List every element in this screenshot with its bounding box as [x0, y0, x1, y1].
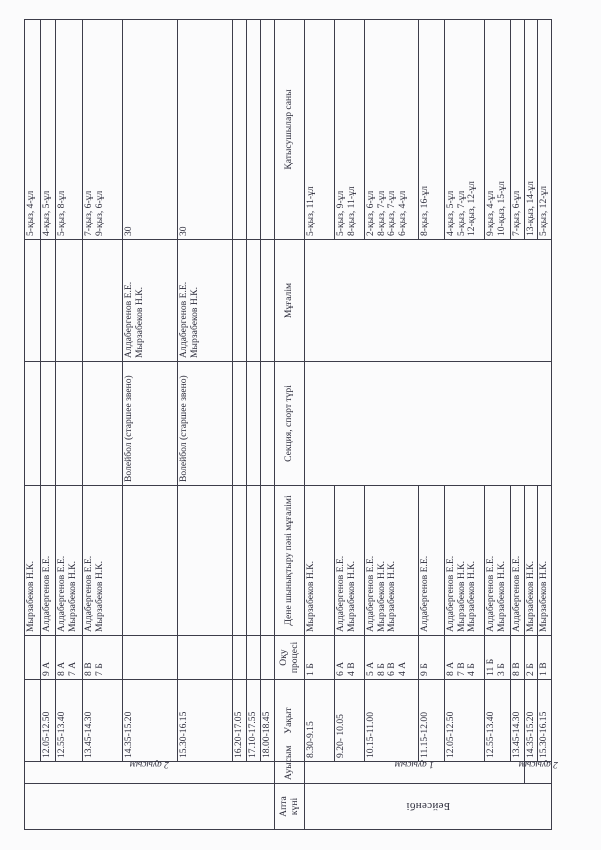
count-cell: [335, 20, 365, 240]
teacher-label: Мырзабеков Н.К.: [93, 561, 105, 632]
section-cell: [56, 362, 83, 486]
class-label: 6 В: [386, 662, 398, 676]
teacher-cell: [233, 486, 247, 636]
count-cell: [41, 20, 56, 240]
count-label: 5-қыз, 7-ұл: [455, 190, 467, 236]
top-section: [25, 20, 275, 830]
count-label: 7-қыз, 6-ұл: [511, 190, 522, 236]
count-label: 8-қыз, 7-ұл: [375, 190, 387, 236]
top-table-row: [83, 20, 123, 830]
teacher-cell: [83, 486, 123, 636]
day-column-header: [275, 784, 305, 830]
coach-cell: [305, 240, 552, 362]
top-day-cell: [25, 784, 275, 830]
class-label: 6 А: [335, 661, 346, 676]
class-cell: [247, 636, 261, 680]
class-cell: [123, 636, 178, 680]
top-table-row: [178, 20, 233, 830]
count-label: 9-қыз, 4-ұл: [485, 190, 496, 236]
teacher-cell: [123, 486, 178, 636]
coach-cell: [247, 240, 261, 362]
class-label: 4 Б: [466, 663, 478, 676]
section-cell: [25, 362, 41, 486]
section-cell: [247, 362, 261, 486]
class-label: 2 Б: [524, 663, 536, 676]
class-label: 5 А: [365, 661, 376, 676]
shift-2-label: 2 ауысым: [518, 758, 558, 769]
teacher-label: Мырзабеков Н.К.: [466, 561, 478, 632]
class-cell: [419, 636, 445, 680]
time-cell: [25, 680, 41, 762]
count-label: 8-қыз, 16-ұл: [419, 185, 430, 236]
class-label: 7 В: [455, 662, 467, 676]
top-table-row: [25, 20, 41, 830]
count-label: 6-қыз, 4-ұл: [397, 190, 409, 236]
count-cell: [25, 20, 41, 240]
class-cell: [511, 636, 525, 680]
day-cell: [305, 784, 552, 830]
time-cell: 14.35-15.20: [123, 680, 178, 762]
count-label: 4-қыз, 5-ұл: [41, 190, 52, 236]
section-cell: [233, 362, 247, 486]
count-label: 30: [123, 226, 134, 236]
teacher-label: Мырзабеков Н.К.: [345, 561, 357, 632]
shift-column-header: Ауысым: [275, 762, 305, 784]
count-label: 5-қыз, 4-ұл: [25, 190, 36, 236]
coach-cell: [233, 240, 247, 362]
teacher-cell: [25, 486, 41, 636]
header-row: [275, 20, 305, 830]
count-label: 2-қыз, 6-ұл: [365, 190, 376, 236]
time-cell: 12.05-12.50: [41, 680, 56, 762]
class-label: 7 Б: [93, 663, 105, 676]
section-column-header: Секция, спорт түрі: [275, 362, 305, 486]
section-cell: Волейбол (старшее звено): [123, 362, 178, 486]
section-cell: [261, 362, 275, 486]
class-cell: [56, 636, 83, 680]
top-table-row: [123, 20, 178, 830]
teacher-label: Мырзабеков Н.К.: [524, 561, 536, 632]
count-label: 4-қыз, 5-ұл: [445, 190, 456, 236]
class-label: 9 А: [41, 661, 52, 676]
coach-cell: [25, 240, 41, 362]
teacher-cell: [445, 486, 485, 636]
count-cell: [485, 20, 511, 240]
class-cell: [261, 636, 275, 680]
count-cell: [419, 20, 445, 240]
top-table-row: [56, 20, 83, 830]
teacher-cell: [524, 486, 538, 636]
class-cell: [233, 636, 247, 680]
teacher-label: Алдабергенов Е.Е.: [445, 555, 456, 632]
time-cell: 14.35-15.20: [524, 680, 538, 762]
teacher-label: Мырзабеков Н.К.: [25, 561, 36, 632]
time-column-header: Уақыт: [275, 680, 305, 762]
count-label: 12-қыз, 12-ұл: [466, 181, 478, 236]
class-cell: [305, 636, 335, 680]
teacher-cell: [305, 486, 335, 636]
count-label: 5-қыз, 9-ұл: [335, 190, 346, 236]
bottom-table-row: [305, 20, 335, 830]
shift-2-label: 2 ауысым: [129, 758, 169, 769]
day-label: Бейсенбі: [405, 800, 450, 813]
class-cell: [335, 636, 365, 680]
teacher-label: Алдабергенов Е.Е.: [485, 555, 496, 632]
count-cell: [247, 20, 261, 240]
day-header-label: Апта күні: [277, 796, 300, 817]
top-table-row: [233, 20, 247, 830]
time-cell: 11.15-12.00: [419, 680, 445, 762]
teacher-label: Мырзабеков Н.К.: [538, 561, 550, 632]
time-cell: 8.30-9.15: [305, 680, 335, 762]
time-cell: 12.55-13.40: [485, 680, 511, 762]
teacher-cell: [365, 486, 419, 636]
teacher-cell: [485, 486, 511, 636]
teacher-label: Алдабергенов Е.Е.: [41, 555, 52, 632]
teacher-cell: [41, 486, 56, 636]
class-cell: [365, 636, 419, 680]
section-cell: Волейбол (старшее звено): [178, 362, 233, 486]
class-cell: [485, 636, 511, 680]
class-label: 8 А: [56, 661, 67, 676]
bottom-section: [305, 20, 558, 830]
teacher-cell: [335, 486, 365, 636]
time-cell: 13.45-14.30: [83, 680, 123, 762]
count-label: 13-қыз, 14-ұл: [524, 181, 536, 236]
class-label: 3 Б: [495, 663, 507, 676]
class-label: 8 В: [83, 662, 94, 676]
count-label: 8-қыз, 11-ұл: [345, 186, 357, 236]
coach-column-header: Мұғалім: [275, 240, 305, 362]
count-label: 9-қыз, 6-ұл: [93, 190, 105, 236]
count-label: 10-қыз, 15-ұл: [495, 181, 507, 236]
shift-cell: [518, 758, 558, 784]
teacher-cell: [56, 486, 83, 636]
class-label: 7 А: [66, 661, 78, 676]
teacher-cell: [511, 486, 525, 636]
time-cell: 10.15-11.00: [365, 680, 419, 762]
pe-schedule-table: [24, 19, 558, 830]
teacher-label: Алдабергенов Е.Е.: [83, 555, 94, 632]
teacher-label: Мырзабеков Н.К.: [495, 561, 507, 632]
count-label: 6-қыз, 7-ұл: [386, 190, 398, 236]
count-label: 5-қыз, 11-ұл: [305, 186, 316, 236]
shift-cell: [305, 758, 525, 784]
class-label: 1 Б: [305, 663, 316, 676]
coach-cell: [56, 240, 83, 362]
time-cell: 17.10-17.55: [247, 680, 261, 762]
teacher-cell: [261, 486, 275, 636]
count-label: 7-қыз, 6-ұл: [83, 190, 94, 236]
time-cell: 9.20- 10.05: [335, 680, 365, 762]
teacher-cell: [178, 486, 233, 636]
teacher-label: Алдабергенов Е.Е.: [335, 555, 346, 632]
count-label: 30: [178, 226, 189, 236]
time-cell: 13.45-14.30: [511, 680, 525, 762]
count-cell: [56, 20, 83, 240]
shift-1-label: 1 ауысым: [394, 758, 434, 769]
coach-cell: [261, 240, 275, 362]
count-cell: [538, 20, 552, 240]
teacher-label: Мырзабеков Н.К.: [66, 561, 78, 632]
teacher-cell: [538, 486, 552, 636]
class-label: 9 Б: [419, 663, 430, 676]
count-label: 5-қыз, 8-ұл: [56, 190, 67, 236]
section-cell: [41, 362, 56, 486]
teacher-cell: [419, 486, 445, 636]
coach-cell: Алдабергенов Е.Е. Мырзабеков Н.К.: [178, 240, 233, 362]
time-cell: 15.30-16.15: [178, 680, 233, 762]
teacher-label: Мырзабеков Н.К.: [375, 561, 387, 632]
count-label: 5-қыз, 12-ұл: [538, 185, 550, 236]
teacher-label: Алдабергенов Е.Е.: [419, 555, 430, 632]
teacher-label: Алдабергенов Е.Е.: [365, 555, 376, 632]
class-label: 1 В: [538, 662, 550, 676]
time-cell: 18.00-18.45: [261, 680, 275, 762]
top-table-row: [261, 20, 275, 830]
class-cell: [445, 636, 485, 680]
class-label: 8 В: [511, 662, 522, 676]
class-cell: [178, 636, 233, 680]
teacher-label: Мырзабеков Н.К.: [455, 561, 467, 632]
header-section: [275, 20, 305, 830]
count-cell: [178, 20, 233, 240]
class-label: 4 А: [397, 661, 409, 676]
teacher-label: Мырзабеков Н.К.: [386, 561, 398, 632]
teacher-cell: [247, 486, 261, 636]
count-cell: [83, 20, 123, 240]
count-cell: [365, 20, 419, 240]
class-label: 8 А: [445, 661, 456, 676]
top-table-row: [247, 20, 261, 830]
class-cell: [538, 636, 552, 680]
class-cell: [25, 636, 41, 680]
count-column-header: Қатысушылар саны: [275, 20, 305, 240]
top-table-row: [41, 20, 56, 830]
class-cell: [524, 636, 538, 680]
coach-cell: [41, 240, 56, 362]
time-cell: 12.55-13.40: [56, 680, 83, 762]
time-cell: 16.20-17.05: [233, 680, 247, 762]
teacher-label: Алдабергенов Е.Е.: [511, 555, 522, 632]
count-cell: [305, 20, 335, 240]
class-cell: [83, 636, 123, 680]
class-label: 8 Б: [375, 663, 387, 676]
count-cell: [123, 20, 178, 240]
class-cell: [41, 636, 56, 680]
shift-cell: [25, 758, 275, 784]
class-column-header: Оқу процесі: [275, 636, 305, 680]
count-cell: [524, 20, 538, 240]
time-cell: 15.30-16.15: [538, 680, 552, 762]
class-label: 4 В: [345, 662, 357, 676]
count-cell: [511, 20, 525, 240]
section-cell: [305, 362, 552, 486]
time-cell: 12.05-12.50: [445, 680, 485, 762]
count-cell: [233, 20, 247, 240]
count-cell: [445, 20, 485, 240]
teacher-label: Алдабергенов Е.Е.: [56, 555, 67, 632]
count-cell: [261, 20, 275, 240]
class-label: 11 Б: [485, 658, 496, 676]
teacher-label: Мырзабеков Н.К.: [305, 561, 316, 632]
teacher-column-header: Дене шынықтыру пәні мұғалімі: [275, 486, 305, 636]
section-cell: [83, 362, 123, 486]
coach-cell: [83, 240, 123, 362]
coach-cell: Алдабергенов Е.Е. Мырзабеков Н.К.: [123, 240, 178, 362]
